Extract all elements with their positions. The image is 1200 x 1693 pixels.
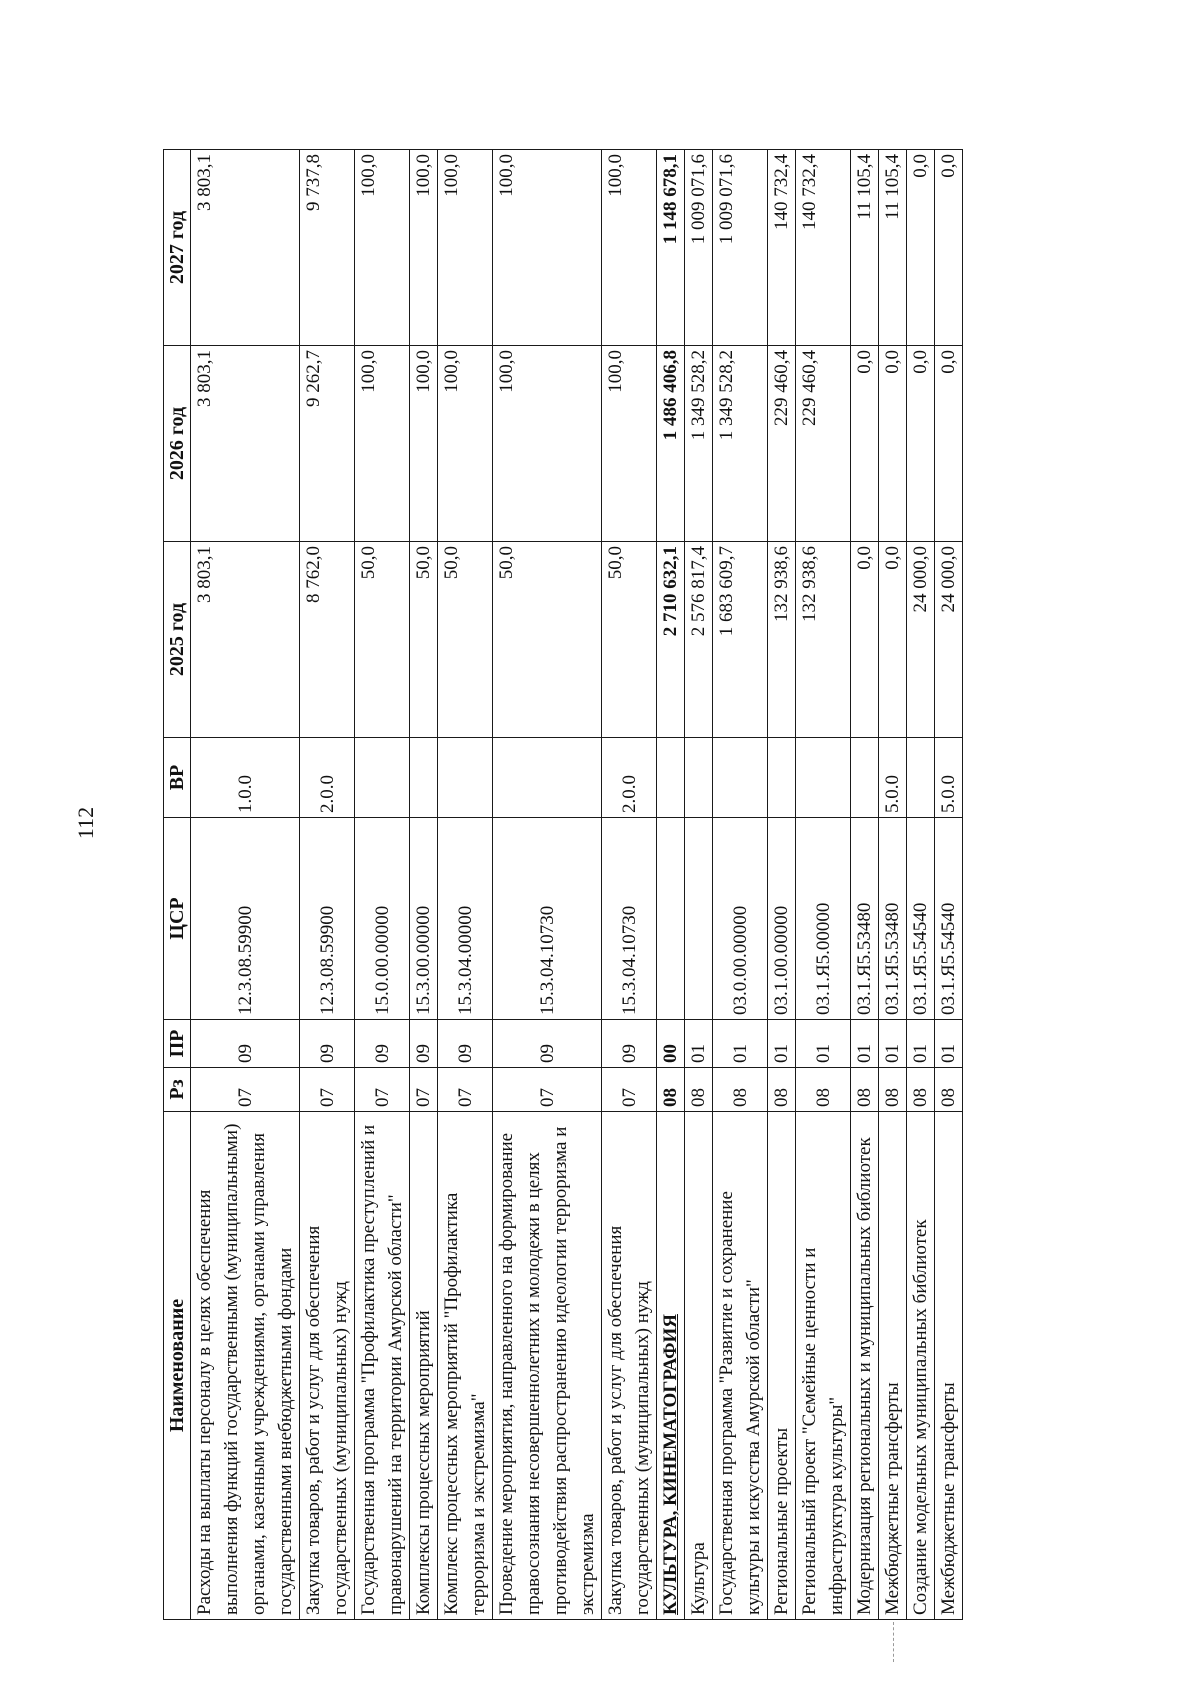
cell-2025: 50,0 xyxy=(602,542,657,738)
cell-name: Проведение мероприятия, направленного на формирование правосознания несовершеннолетних и молодежи в целях противодействия распространению идеологии терроризма и экстремизма xyxy=(493,1112,602,1620)
table-row xyxy=(685,150,713,1620)
cell-rz: 08 xyxy=(935,1068,963,1112)
col-header-vr: ВР xyxy=(164,738,191,818)
cell-name: Комплексы процессных мероприятий xyxy=(410,1112,438,1620)
cell-vr xyxy=(438,738,493,818)
cell-rz: 08 xyxy=(768,1068,796,1112)
cell-2025: 50,0 xyxy=(493,542,602,738)
cell-name: Государственная программа "Развитие и сохранение культуры и искусства Амурской области" xyxy=(713,1112,768,1620)
table-row xyxy=(851,150,879,1620)
cell-csr: 03.1.Я5.00000 xyxy=(796,818,851,1020)
table-body xyxy=(191,150,963,1620)
cell-pr: 09 xyxy=(300,1020,355,1068)
cell-2026: 0,0 xyxy=(935,346,963,542)
table-row xyxy=(493,150,602,1620)
cell-pr: 09 xyxy=(602,1020,657,1068)
cell-2025: 0,0 xyxy=(879,542,907,738)
table-header-row xyxy=(164,150,191,1620)
cell-2027: 1 009 071,6 xyxy=(713,150,768,346)
cell-vr: 1.0.0 xyxy=(191,738,300,818)
cell-vr xyxy=(768,738,796,818)
cell-2027: 1 148 678,1 xyxy=(657,150,685,346)
cell-pr: 01 xyxy=(685,1020,713,1068)
cell-rz: 08 xyxy=(879,1068,907,1112)
cell-2026: 0,0 xyxy=(907,346,935,542)
table-row xyxy=(191,150,300,1620)
cell-pr: 09 xyxy=(355,1020,410,1068)
cell-name: Межбюджетные трансферты xyxy=(935,1112,963,1620)
cell-csr: 15.3.04.00000 xyxy=(438,818,493,1020)
page-number: 112 xyxy=(73,806,98,840)
cell-2027: 140 732,4 xyxy=(796,150,851,346)
cell-2026: 100,0 xyxy=(410,346,438,542)
cell-csr xyxy=(685,818,713,1020)
cell-name: Расходы на выплаты персоналу в целях обеспечения выполнения функций государственными (муниципальными) органами, казенными учреждениями, органами управления государственными внебюджетными фондами xyxy=(191,1112,300,1620)
cell-csr: 03.1.Я5.53480 xyxy=(879,818,907,1020)
cell-2027: 100,0 xyxy=(355,150,410,346)
cell-2025: 8 762,0 xyxy=(300,542,355,738)
col-header-name: Наименование xyxy=(164,1112,191,1620)
cell-2027: 100,0 xyxy=(602,150,657,346)
col-header-2027: 2027 год xyxy=(164,150,191,346)
cell-2027: 11 105,4 xyxy=(851,150,879,346)
cell-rz: 08 xyxy=(713,1068,768,1112)
cell-2025: 2 710 632,1 xyxy=(657,542,685,738)
cell-pr: 01 xyxy=(935,1020,963,1068)
cell-2026: 0,0 xyxy=(851,346,879,542)
cell-2026: 229 460,4 xyxy=(768,346,796,542)
cell-csr: 15.0.00.00000 xyxy=(355,818,410,1020)
cell-2026: 100,0 xyxy=(438,346,493,542)
cell-2026: 229 460,4 xyxy=(796,346,851,542)
cell-rz: 07 xyxy=(410,1068,438,1112)
col-header-2026: 2026 год xyxy=(164,346,191,542)
cell-vr xyxy=(657,738,685,818)
cell-2026: 1 349 528,2 xyxy=(685,346,713,542)
cell-csr: 15.3.04.10730 xyxy=(493,818,602,1020)
cell-pr: 01 xyxy=(851,1020,879,1068)
cell-2025: 2 576 817,4 xyxy=(685,542,713,738)
table-row xyxy=(796,150,851,1620)
cell-rz: 07 xyxy=(355,1068,410,1112)
table-row xyxy=(300,150,355,1620)
cell-name: Модернизация региональных и муниципальных библиотек xyxy=(851,1112,879,1620)
cell-pr: 00 xyxy=(657,1020,685,1068)
cell-rz: 07 xyxy=(300,1068,355,1112)
cell-vr xyxy=(713,738,768,818)
table-row xyxy=(657,150,685,1620)
table-row xyxy=(355,150,410,1620)
cell-rz: 07 xyxy=(493,1068,602,1112)
cell-vr: 5.0.0 xyxy=(935,738,963,818)
cell-name: КУЛЬТУРА, КИНЕМАТОГРАФИЯ xyxy=(657,1112,685,1620)
cell-2027: 0,0 xyxy=(935,150,963,346)
cell-csr xyxy=(657,818,685,1020)
cell-pr: 09 xyxy=(410,1020,438,1068)
cell-csr: 03.1.00.00000 xyxy=(768,818,796,1020)
cell-2025: 132 938,6 xyxy=(768,542,796,738)
cell-vr xyxy=(355,738,410,818)
col-header-rz: Рз xyxy=(164,1068,191,1112)
cell-2026: 1 349 528,2 xyxy=(713,346,768,542)
cell-pr: 09 xyxy=(438,1020,493,1068)
cell-2026: 100,0 xyxy=(355,346,410,542)
cell-2026: 3 803,1 xyxy=(191,346,300,542)
cell-pr: 01 xyxy=(796,1020,851,1068)
cell-rz: 08 xyxy=(796,1068,851,1112)
cell-2025: 24 000,0 xyxy=(935,542,963,738)
cell-2027: 9 737,8 xyxy=(300,150,355,346)
cell-pr: 01 xyxy=(879,1020,907,1068)
table-row xyxy=(768,150,796,1620)
table-row xyxy=(935,150,963,1620)
table-row xyxy=(438,150,493,1620)
cell-2027: 100,0 xyxy=(438,150,493,346)
cell-2027: 140 732,4 xyxy=(768,150,796,346)
cell-2025: 0,0 xyxy=(851,542,879,738)
cell-name: Региональный проект "Семейные ценности и инфраструктура культуры" xyxy=(796,1112,851,1620)
col-header-2025: 2025 год xyxy=(164,542,191,738)
cell-2025: 132 938,6 xyxy=(796,542,851,738)
col-header-csr: ЦСР xyxy=(164,818,191,1020)
cell-rz: 07 xyxy=(191,1068,300,1112)
cell-2026: 100,0 xyxy=(493,346,602,542)
cell-pr: 09 xyxy=(493,1020,602,1068)
cell-vr xyxy=(907,738,935,818)
cell-csr: 12.3.08.59900 xyxy=(300,818,355,1020)
cell-vr xyxy=(685,738,713,818)
cell-2026: 100,0 xyxy=(602,346,657,542)
cell-name: Создание модельных муниципальных библиотек xyxy=(907,1112,935,1620)
cell-csr: 15.3.00.00000 xyxy=(410,818,438,1020)
cell-2026: 9 262,7 xyxy=(300,346,355,542)
table-row xyxy=(879,150,907,1620)
scan-mark xyxy=(893,1622,895,1662)
cell-2025: 24 000,0 xyxy=(907,542,935,738)
cell-2027: 1 009 071,6 xyxy=(685,150,713,346)
cell-rz: 07 xyxy=(602,1068,657,1112)
cell-vr xyxy=(796,738,851,818)
cell-rz: 08 xyxy=(907,1068,935,1112)
cell-2027: 100,0 xyxy=(410,150,438,346)
cell-vr xyxy=(851,738,879,818)
cell-vr: 2.0.0 xyxy=(300,738,355,818)
cell-csr: 03.0.00.00000 xyxy=(713,818,768,1020)
cell-vr: 5.0.0 xyxy=(879,738,907,818)
cell-csr: 03.1.Я5.53480 xyxy=(851,818,879,1020)
cell-pr: 01 xyxy=(768,1020,796,1068)
cell-name: Региональные проекты xyxy=(768,1112,796,1620)
cell-rz: 08 xyxy=(657,1068,685,1112)
table-row xyxy=(713,150,768,1620)
budget-table xyxy=(163,149,963,1620)
cell-name: Комплекс процессных мероприятий "Профилактика терроризма и экстремизма" xyxy=(438,1112,493,1620)
cell-2025: 50,0 xyxy=(438,542,493,738)
cell-name: Государственная программа "Профилактика преступлений и правонарушений на территории Амурской области" xyxy=(355,1112,410,1620)
cell-2025: 50,0 xyxy=(355,542,410,738)
cell-2025: 3 803,1 xyxy=(191,542,300,738)
table-row xyxy=(602,150,657,1620)
cell-2027: 100,0 xyxy=(493,150,602,346)
rotated-table-container xyxy=(163,150,1063,1620)
cell-pr: 01 xyxy=(713,1020,768,1068)
cell-pr: 09 xyxy=(191,1020,300,1068)
cell-rz: 08 xyxy=(851,1068,879,1112)
cell-csr: 03.1.Я5.54540 xyxy=(907,818,935,1020)
cell-vr xyxy=(410,738,438,818)
cell-pr: 01 xyxy=(907,1020,935,1068)
table-row xyxy=(410,150,438,1620)
cell-csr: 03.1.Я5.54540 xyxy=(935,818,963,1020)
cell-name: Закупка товаров, работ и услуг для обеспечения государственных (муниципальных) нужд xyxy=(602,1112,657,1620)
cell-csr: 12.3.08.59900 xyxy=(191,818,300,1020)
cell-2026: 1 486 406,8 xyxy=(657,346,685,542)
cell-name: Закупка товаров, работ и услуг для обеспечения государственных (муниципальных) нужд xyxy=(300,1112,355,1620)
cell-vr xyxy=(493,738,602,818)
cell-vr: 2.0.0 xyxy=(602,738,657,818)
cell-rz: 07 xyxy=(438,1068,493,1112)
cell-rz: 08 xyxy=(685,1068,713,1112)
cell-2027: 0,0 xyxy=(907,150,935,346)
cell-2027: 11 105,4 xyxy=(879,150,907,346)
cell-2027: 3 803,1 xyxy=(191,150,300,346)
cell-name: Межбюджетные трансферты xyxy=(879,1112,907,1620)
col-header-pr: ПР xyxy=(164,1020,191,1068)
cell-2025: 50,0 xyxy=(410,542,438,738)
cell-name: Культура xyxy=(685,1112,713,1620)
table-row xyxy=(907,150,935,1620)
cell-csr: 15.3.04.10730 xyxy=(602,818,657,1020)
cell-2026: 0,0 xyxy=(879,346,907,542)
cell-2025: 1 683 609,7 xyxy=(713,542,768,738)
